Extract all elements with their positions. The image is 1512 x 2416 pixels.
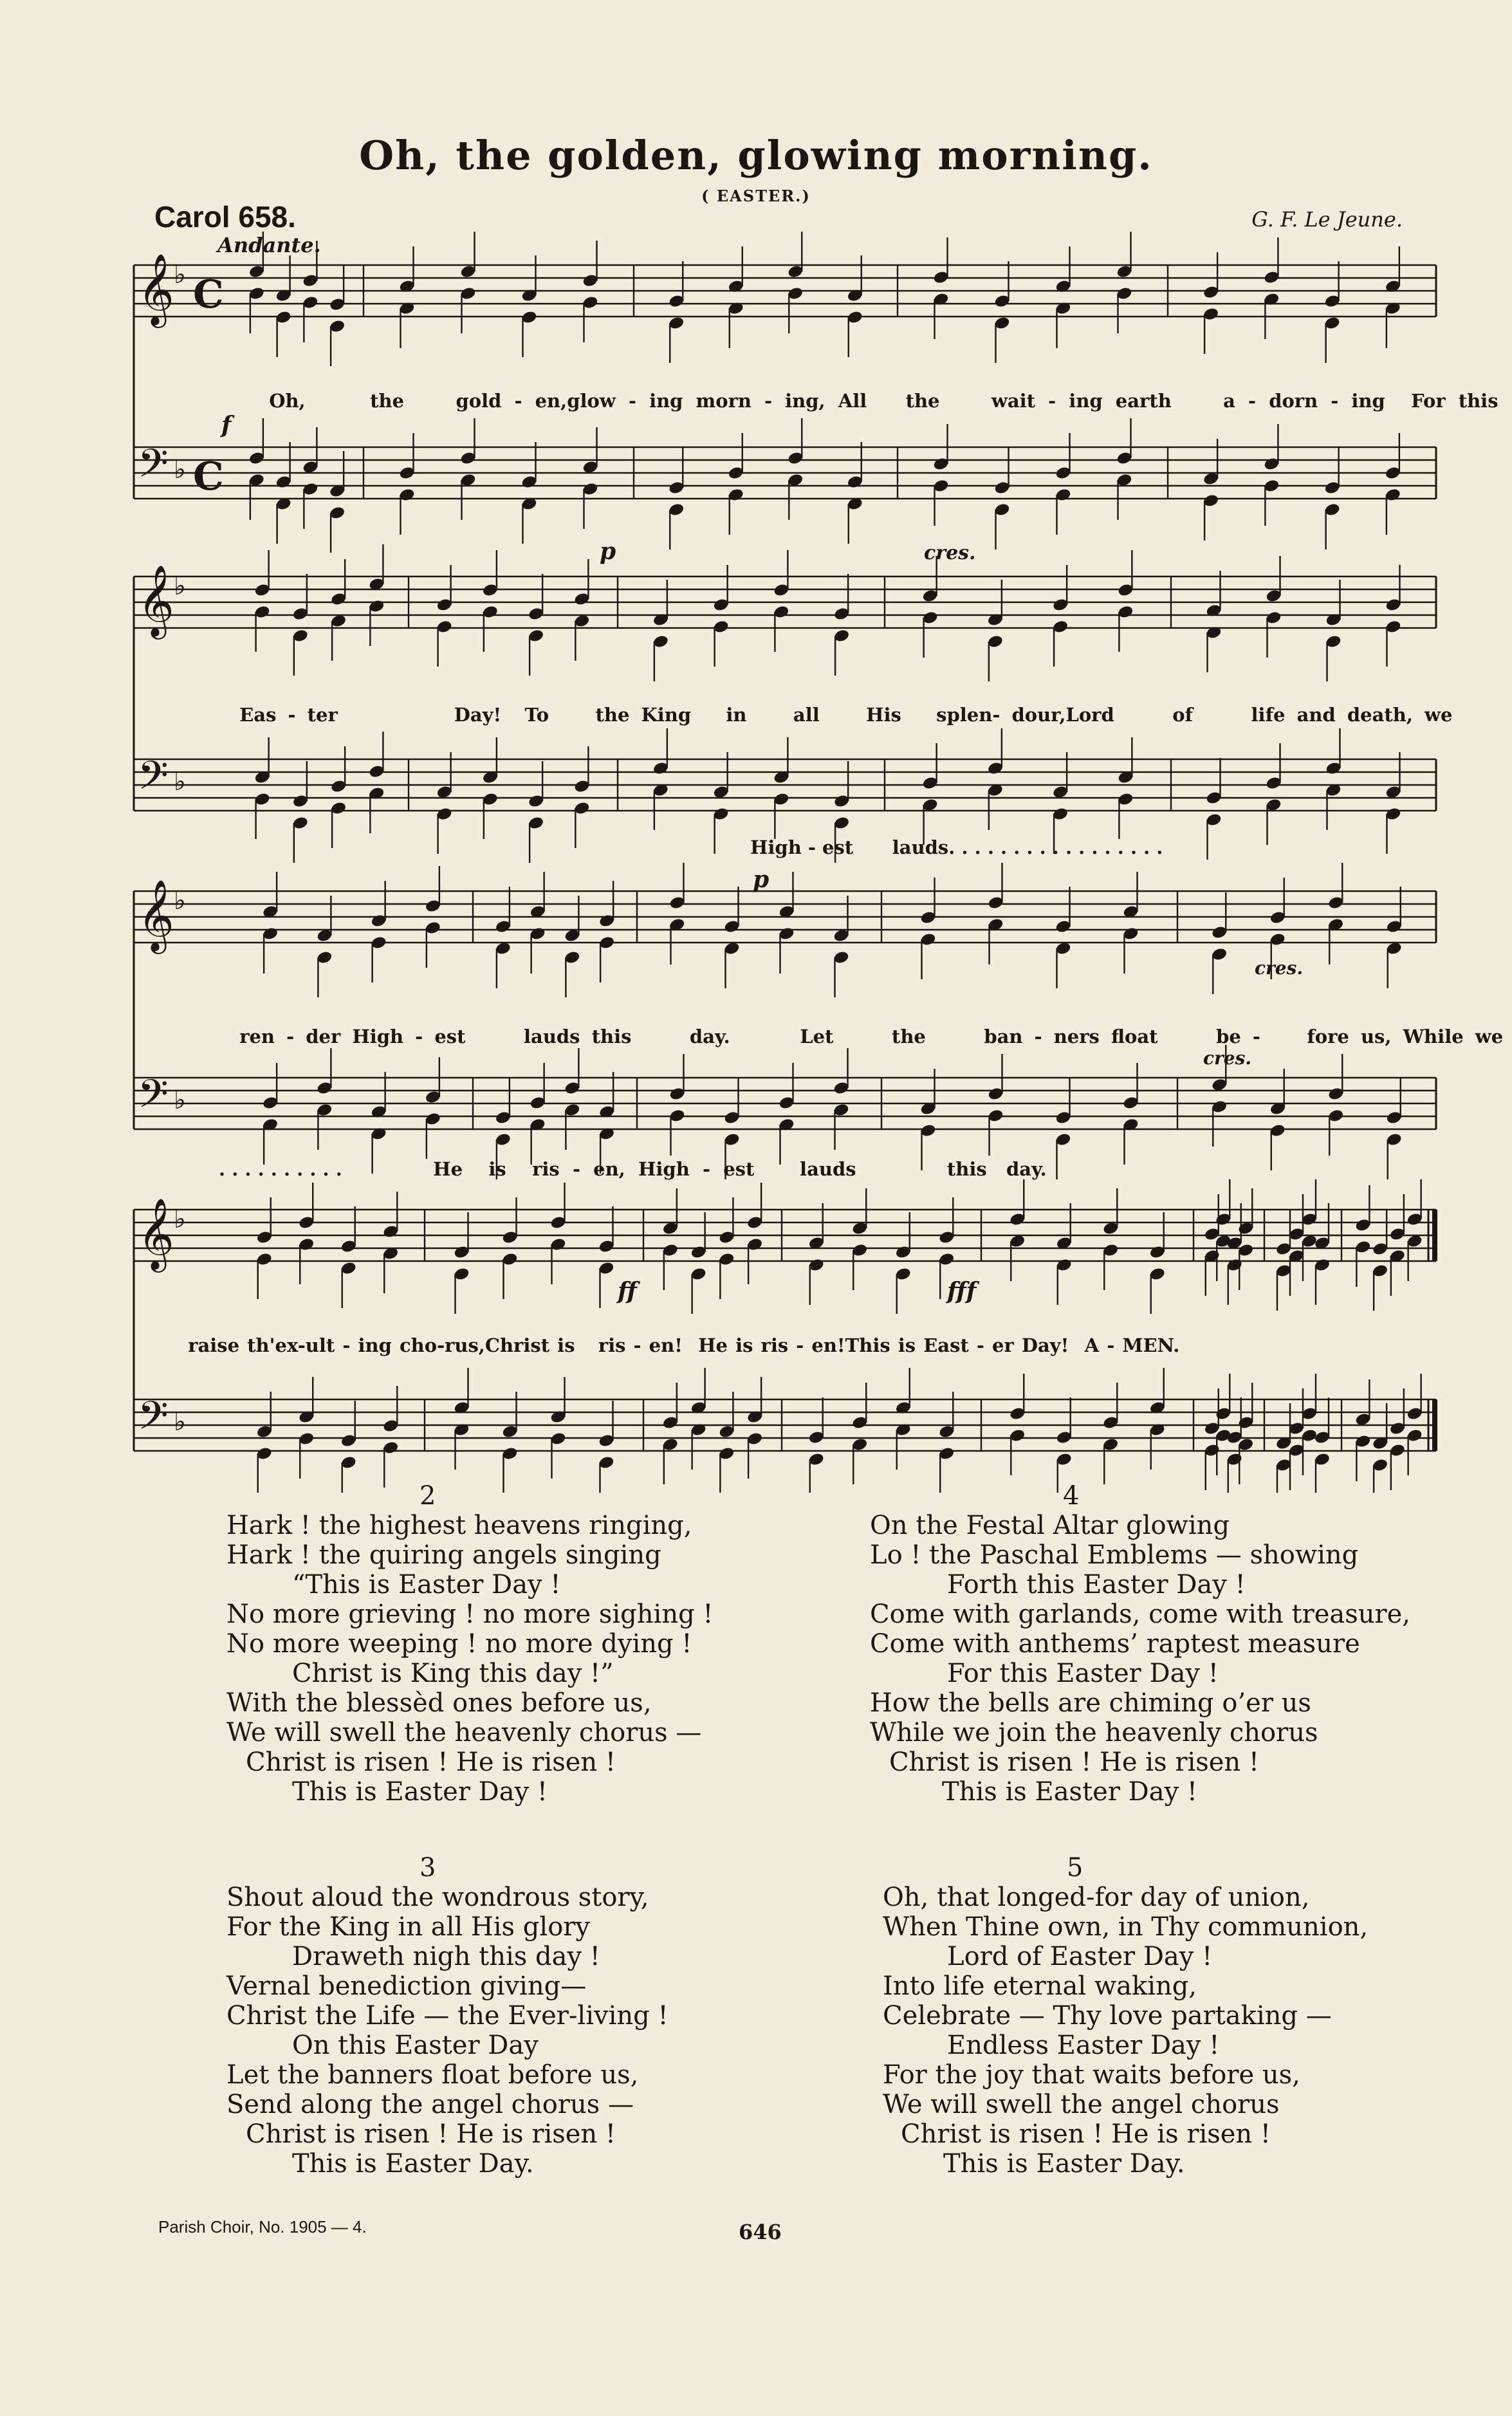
lyrics-system-1: Oh, the gold - en,glow - ing morn - ing, All the wait - ing earth a - dorn - ing For this <box>269 390 1498 412</box>
final-bar-thick <box>1432 1210 1437 1261</box>
bass-clef-icon: 𝄢 <box>138 1071 169 1127</box>
verse-line: No more weeping ! no more dying ! <box>226 1629 692 1659</box>
treble-clef-icon: 𝄞 <box>138 879 174 951</box>
flat-icon: ♭ <box>174 886 186 916</box>
verse-line: This is Easter Day. <box>943 2149 1185 2179</box>
hymn-subtitle: ( EASTER.) <box>701 187 811 205</box>
verse-line: Let the banners float before us, <box>226 2060 639 2090</box>
dynamic-piano-2: p <box>753 866 770 893</box>
verse-line: “This is Easter Day ! <box>292 1570 561 1600</box>
verse-number: 2 <box>419 1481 436 1511</box>
verse-line: When Thine own, in Thy communion, <box>883 1912 1369 1942</box>
verse-number: 5 <box>1067 1853 1083 1883</box>
verse-line: Hark ! the highest heavens ringing, <box>226 1511 692 1540</box>
verse-line: Endless Easter Day ! <box>947 2031 1220 2060</box>
lyrics-system-3: ren - der High - est lauds this day. Let the ban - ners float be - fore us, While we <box>239 1026 1504 1047</box>
verse-number: 3 <box>419 1853 436 1883</box>
dynamic-piano: p <box>600 538 616 565</box>
dynamic-cres: cres. <box>924 542 976 564</box>
hymn-title: Oh, the golden, glowing morning. <box>359 132 1153 179</box>
dynamic-cres-2: cres. <box>1255 957 1304 979</box>
verse-line: How the bells are chiming o’er us <box>870 1688 1311 1718</box>
verse-line: Celebrate — Thy love partaking — <box>883 2001 1332 2031</box>
verse-line: This is Easter Day. <box>292 2149 534 2179</box>
treble-clef-icon: 𝄞 <box>138 253 174 325</box>
verse-line: Christ is risen ! He is risen ! <box>246 1747 616 1777</box>
verse-line: For the King in all His glory <box>226 1912 590 1942</box>
verse-5 <box>883 1853 1462 2179</box>
flat-icon: ♭ <box>174 1204 186 1234</box>
verse-line: Christ the Life — the Ever-living ! <box>226 2001 668 2031</box>
flat-icon: ♭ <box>174 1085 186 1115</box>
verse-line: Hark ! the quiring angels singing <box>226 1540 661 1570</box>
verse-line: Lord of Easter Day ! <box>947 1942 1213 1971</box>
flat-icon: ♭ <box>174 571 186 601</box>
verse-line: Come with anthems’ raptest measure <box>870 1629 1360 1659</box>
lyrics-system-4: raise th'ex-ult - ing cho-rus,Christ is ris - en! He is ris - en!This is East - er Day! A - MEN. <box>188 1334 1180 1356</box>
verse-line: Shout aloud the wondrous story, <box>226 1883 649 1912</box>
verse-line: This is Easter Day ! <box>942 1777 1197 1807</box>
verse-line: We will swell the heavenly chorus — <box>226 1718 702 1747</box>
verse-line: Christ is risen ! He is risen ! <box>901 2119 1271 2149</box>
verse-line: On this Easter Day <box>292 2031 539 2060</box>
verse-line: Lo ! the Paschal Emblems — showing <box>870 1540 1359 1570</box>
treble-clef-icon: 𝄞 <box>138 564 174 636</box>
lyrics-system-2: Eas - ter Day! To the King in all His splen- dour,Lord of life and death, we <box>239 704 1453 726</box>
common-time-icon: C <box>193 454 224 499</box>
verse-line: Draweth nigh this day ! <box>292 1942 600 1971</box>
final-bar-thick <box>1432 1399 1437 1451</box>
bass-clef-icon: 𝄢 <box>138 1393 169 1448</box>
verse-line: Christ is King this day !” <box>292 1659 614 1688</box>
verse-line: We will swell the angel chorus <box>883 2090 1280 2119</box>
verse-line: Christ is risen ! He is risen ! <box>889 1747 1259 1777</box>
upper-text-system-3: High - est lauds. . . . . . . . . . . . . . . . . <box>750 836 1163 858</box>
verse-line: For the joy that waits before us, <box>883 2060 1300 2090</box>
verse-number: 4 <box>1063 1481 1080 1511</box>
dynamic-ff: ff <box>618 1278 637 1305</box>
composer: G. F. Le Jeune. <box>1251 207 1403 232</box>
common-time-icon: C <box>193 272 224 317</box>
dynamic-fff: fff <box>947 1278 977 1305</box>
verse-line: While we join the heavenly chorus <box>870 1718 1318 1747</box>
tempo-marking: Andante. <box>217 233 321 257</box>
verse-line: On the Festal Altar glowing <box>870 1511 1230 1540</box>
verse-line: Christ is risen ! He is risen ! <box>246 2119 616 2149</box>
verse-line: This is Easter Day ! <box>292 1777 548 1807</box>
flat-icon: ♭ <box>174 455 186 484</box>
verse-line: Send along the angel chorus — <box>226 2090 634 2119</box>
upper-text-system-4: . . . . . . . . . . He is ris - en, High - est lauds this day. <box>219 1158 1047 1180</box>
footer-publisher: Parish Choir, No. 1905 — 4. <box>158 2217 367 2236</box>
flat-icon: ♭ <box>174 260 186 290</box>
flat-icon: ♭ <box>174 767 186 797</box>
dynamic-forte: f <box>221 412 232 439</box>
page-number: 646 <box>739 2220 782 2244</box>
verse-line: Into life eternal waking, <box>883 1971 1197 2001</box>
verse-4 <box>870 1481 1449 1807</box>
verse-3 <box>226 1853 741 2179</box>
flat-icon: ♭ <box>174 1407 186 1437</box>
bass-clef-icon: 𝄢 <box>138 753 169 808</box>
verse-line: Forth this Easter Day ! <box>947 1570 1246 1600</box>
verse-line: Come with garlands, come with treasure, <box>870 1600 1411 1629</box>
verse-line: Vernal benediction giving— <box>226 1971 587 2001</box>
verse-line: For this Easter Day ! <box>947 1659 1219 1688</box>
verse-2 <box>226 1481 741 1807</box>
treble-clef-icon: 𝄞 <box>138 1197 174 1269</box>
dynamic-cres-3: cres. <box>1203 1047 1252 1069</box>
verse-line: Oh, that longed-for day of union, <box>883 1883 1310 1912</box>
verse-line: No more grieving ! no more sighing ! <box>226 1600 714 1629</box>
verse-line: With the blessèd ones before us, <box>226 1688 652 1718</box>
carol-number: Carol 658. <box>154 200 296 234</box>
bass-clef-icon: 𝄢 <box>138 441 169 496</box>
